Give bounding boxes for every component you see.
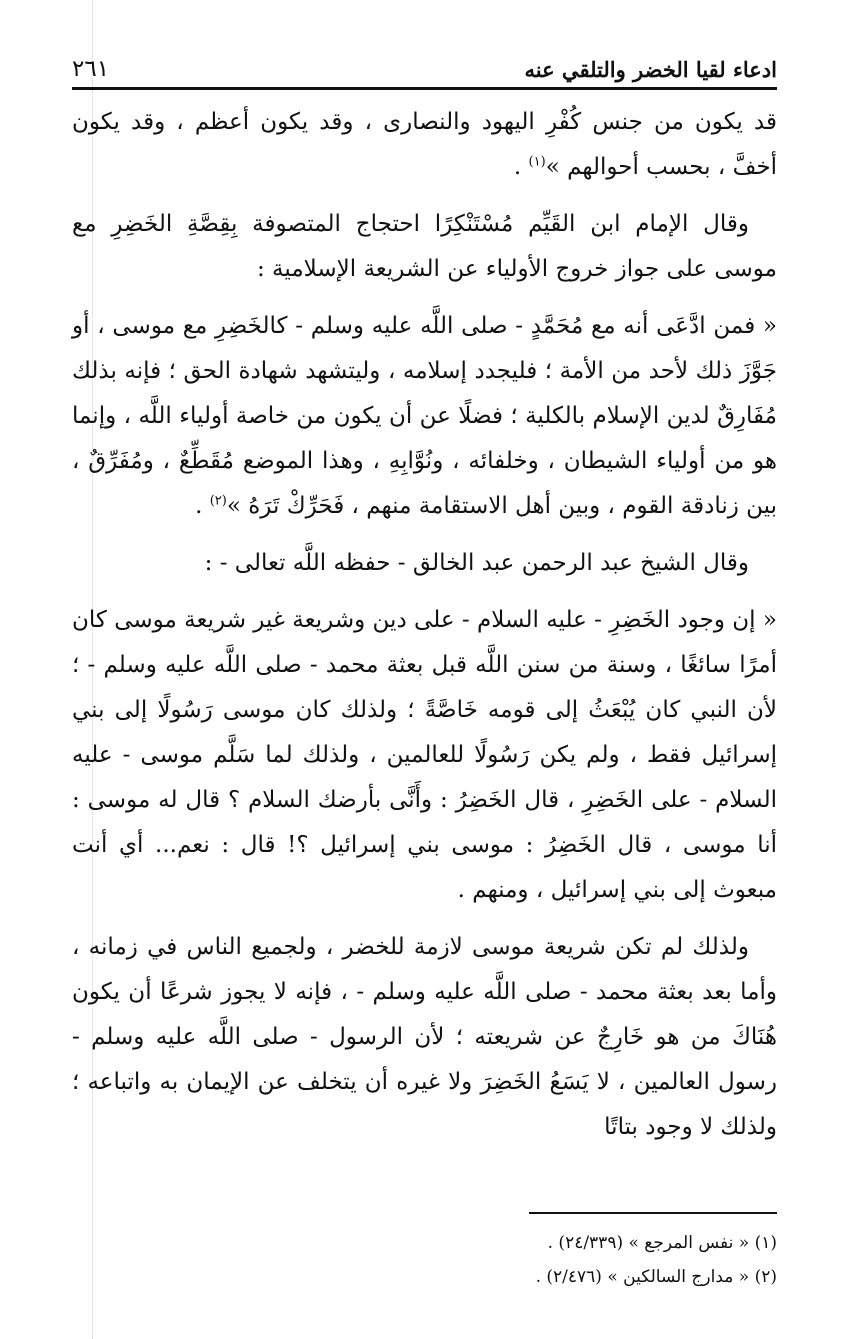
footnote-2: (٢) « مدارج السالكين » (٢/٤٧٦) . bbox=[535, 1267, 777, 1287]
paragraph-1: قد يكون من جنس كُفْرِ اليهود والنصارى ، وقد يكون أعظم ، وقد يكون أخفَّ ، بحسب أحوالهم »$^{(١)}$ . bbox=[72, 109, 777, 180]
paragraph-3-quote: « فمن ادَّعَى أنه مع مُحَمَّدٍ - صلى اللَّه عليه وسلم - كالخَضِرِ مع موسى ، أو جَوَّزَ ذلك لأحد من الأمة ؛ فليجدد إسلامه ، وليتشهد شهادة الحق ؛ فإنه بذلك مُفَارِقٌ لدين الإسلام بالكلية ؛ فضلًا عن أن يكون من خاصة أولياء اللَّه ، وإنما هو من أولياء الشيطان ، وخلفائه ، ونُوَّابِهِ ، وهذا الموضع مُقَطِّعٌ ، ومُفَرِّقٌ ، بين زنادقة القوم ، وبين أهل الاستقامة منهم ، فَحَرِّكْ تَرَهُ »$^{(٢)}$ . bbox=[72, 313, 777, 519]
header-rule bbox=[72, 87, 777, 90]
paragraph-4: وقال الشيخ عبد الرحمن عبد الخالق - حفظه اللَّه تعالى - : bbox=[204, 550, 749, 576]
footnote-ref-1: (١) bbox=[528, 154, 546, 170]
body-text bbox=[72, 100, 777, 1162]
footnotes bbox=[72, 1226, 777, 1294]
running-header bbox=[72, 38, 777, 82]
paragraph-6: ولذلك لم تكن شريعة موسى لازمة للخضر ، ولجميع الناس في زمانه ، وأما بعد بعثة محمد - صلى اللَّه عليه وسلم - ، فإنه لا يجوز شرعًا أن يكون هُنَاكَ من هو خَارِجٌ عن شريعته ؛ لأن الرسول - صلى اللَّه عليه وسلم - رسول العالمين ، لا يَسَعُ الخَضِرَ ولا غيره أن يتخلف عن الإيمان به واتباعه ؛ ولذلك لا وجود بتاتًا bbox=[72, 934, 777, 1140]
footnote-ref-2: (٢) bbox=[209, 493, 227, 509]
header-title: ادعاء لقيا الخضر والتلقي عنه bbox=[524, 57, 777, 82]
footnote-rule bbox=[529, 1212, 777, 1214]
paragraph-5-quote: « إن وجود الخَضِرِ - عليه السلام - على دين وشريعة غير شريعة موسى كان أمرًا سائغًا ، وسنة من سنن اللَّه قبل بعثة محمد - صلى اللَّه عليه وسلم - ؛ لأن النبي كان يُبْعَثُ إلى قومه خَاصَّةً ؛ ولذلك كان موسى رَسُولًا إلى بني إسرائيل فقط ، ولم يكن رَسُولًا للعالمين ، ولذلك لما سَلَّم موسى - عليه السلام - على الخَضِرِ ، قال الخَضِرُ : وأَنَّى بأرضك السلام ؟ قال له موسى : أنا موسى ، قال الخَضِرُ : موسى بني إسرائيل ؟! قال : نعم... أي أنت مبعوث إلى بني إسرائيل ، ومنهم . bbox=[72, 607, 777, 903]
page-number: ٢٦١ bbox=[72, 56, 110, 82]
footnote-1: (١) « نفس المرجع » (٢٤/٣٣٩) . bbox=[547, 1233, 777, 1253]
paragraph-2: وقال الإمام ابن القَيِّم مُسْتَنْكِرًا احتجاج المتصوفة بِقِصَّةِ الخَضِرِ مع موسى على جواز خروج الأولياء عن الشريعة الإسلامية : bbox=[72, 211, 777, 282]
